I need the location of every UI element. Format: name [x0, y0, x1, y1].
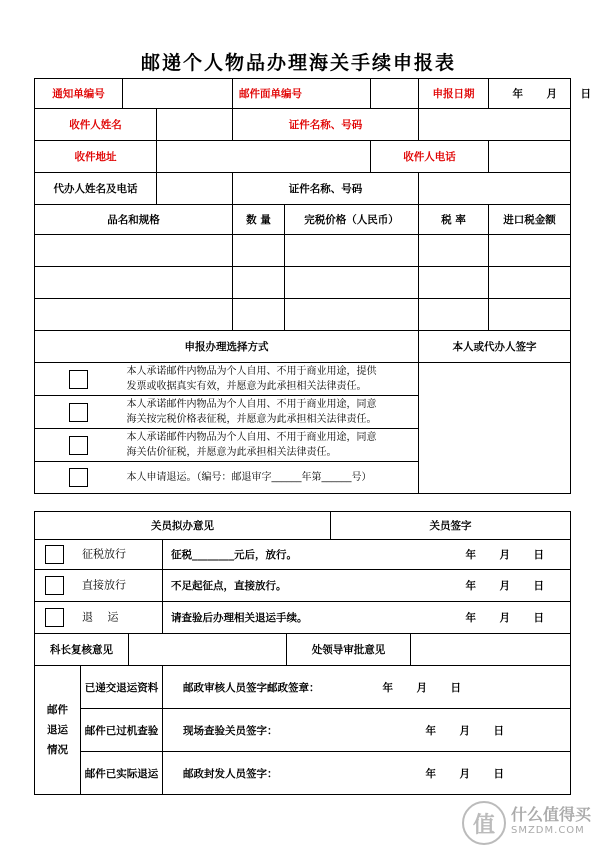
return-option[interactable]: 退 运 [35, 602, 163, 634]
recipient-phone-field[interactable] [489, 141, 571, 173]
option-return-text: 本人申请退运。（编号：邮退审字______年第______号） [123, 462, 419, 494]
return-row-3-sign[interactable]: 邮政封发人员签字： 年 月 日 [163, 752, 571, 795]
return-row-1-sign[interactable]: 邮政审核人员签字：邮政签章： 年 月 日 [163, 666, 571, 709]
id-field-2[interactable] [419, 173, 571, 205]
leader-review-field[interactable] [411, 634, 571, 666]
recipient-address-field[interactable] [157, 141, 371, 173]
watermark-url: SMZDM.COM [510, 825, 585, 836]
watermark [462, 801, 591, 845]
col-price: 完税价格（人民币） [285, 205, 419, 235]
tax-release-option[interactable]: 征税放行 [35, 540, 163, 570]
notice-no-label: 通知单编号 [35, 79, 123, 109]
return-row-1-label: 已递交退运资料 [81, 666, 163, 709]
return-row-2-sign[interactable]: 现场查验关员签字： 年 月 日 [163, 709, 571, 752]
direct-release-detail: 不足起征点，直接放行。 [163, 570, 331, 602]
sign-header: 本人或代办人签字 [419, 331, 571, 363]
direct-release-date[interactable]: 年 月 日 [331, 570, 571, 602]
opinion-header: 关员拟办意见 [35, 512, 331, 540]
declaration-table [34, 78, 591, 494]
option-3-text: 本人承诺邮件内物品为个人自用、不用于商业用途，同意 海关估价征税，并愿意为此承担相关法律责任。 [123, 429, 419, 462]
direct-release-checkbox [45, 576, 64, 595]
option-2-text: 本人承诺邮件内物品为个人自用、不用于商业用途，同意 海关按完税价格表征税，并愿意为此承担相关法律责任。 [123, 396, 419, 429]
tax-release-checkbox [45, 545, 64, 564]
col-qty: 数 量 [233, 205, 285, 235]
choice-header: 申报办理选择方式 [35, 331, 419, 363]
notice-no-field[interactable] [123, 79, 233, 109]
recipient-address-label: 收件地址 [35, 141, 157, 173]
declare-date-label: 申报日期 [419, 79, 489, 109]
declare-date-field[interactable]: 年 月 日 [489, 79, 571, 109]
applicant-signature[interactable] [419, 363, 571, 494]
agent-label: 代办人姓名及电话 [35, 173, 157, 205]
officer-sign-header: 关员签字 [331, 512, 571, 540]
watermark-logo-icon: 值 [462, 801, 506, 845]
return-status-label: 邮件退运情况 [35, 666, 81, 795]
form-title: 邮递个人物品办理海关手续申报表 [140, 52, 456, 74]
return-date[interactable]: 年 月 日 [331, 602, 571, 634]
option-3-checkbox[interactable] [35, 429, 123, 462]
leader-review-label: 处领导审批意见 [287, 634, 411, 666]
col-goods: 品名和规格 [35, 205, 233, 235]
goods-row [35, 267, 571, 299]
mail-no-field[interactable] [371, 79, 419, 109]
return-row-2-label: 邮件已过机查验 [81, 709, 163, 752]
recipient-phone-label: 收件人电话 [371, 141, 489, 173]
customs-table [34, 511, 571, 795]
id-label: 证件名称、号码 [233, 109, 419, 141]
goods-row [35, 235, 571, 267]
goods-row [35, 299, 571, 331]
recipient-name-field[interactable] [157, 109, 233, 141]
option-1-checkbox[interactable] [35, 363, 123, 396]
section-review-label: 科长复核意见 [35, 634, 129, 666]
option-1-text: 本人承诺邮件内物品为个人自用、不用于商业用途，提供 发票或收据真实有效，并愿意为此承担相关法律责任。 [123, 363, 419, 396]
option-2-checkbox[interactable] [35, 396, 123, 429]
recipient-name-label: 收件人姓名 [35, 109, 157, 141]
direct-release-option[interactable]: 直接放行 [35, 570, 163, 602]
tax-release-date[interactable]: 年 月 日 [331, 540, 571, 570]
tax-release-detail: 征税________元后，放行。 [163, 540, 331, 570]
return-detail: 请查验后办理相关退运手续。 [163, 602, 331, 634]
col-tax: 进口税金额 [489, 205, 571, 235]
id-label-2: 证件名称、号码 [233, 173, 419, 205]
return-row-3-label: 邮件已实际退运 [81, 752, 163, 795]
option-return-checkbox[interactable] [35, 462, 123, 494]
return-checkbox [45, 608, 64, 627]
watermark-text: 什么值得买 [510, 805, 591, 824]
id-field[interactable] [419, 109, 571, 141]
agent-field[interactable] [157, 173, 233, 205]
col-rate: 税 率 [419, 205, 489, 235]
section-review-field[interactable] [129, 634, 287, 666]
mail-no-label: 邮件面单编号 [233, 79, 371, 109]
